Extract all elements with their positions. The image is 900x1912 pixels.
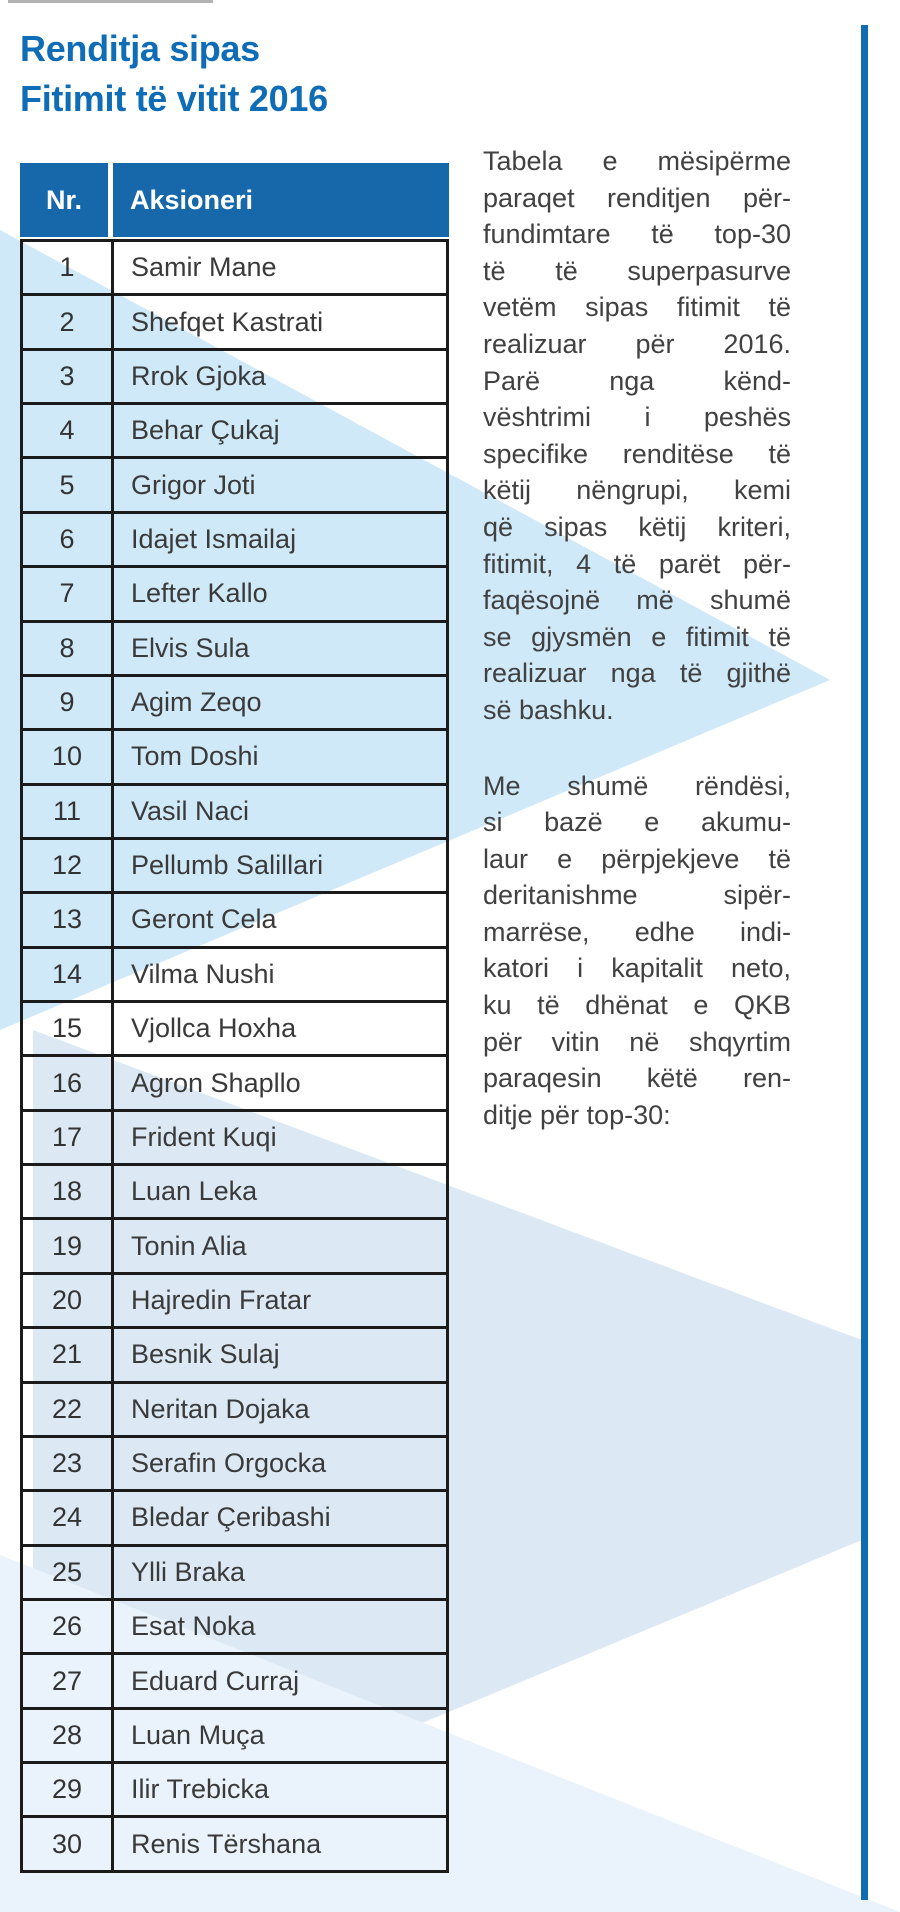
article-line: paraqesin këtë ren- — [483, 1063, 791, 1094]
cell-rank: 29 — [23, 1764, 114, 1815]
table-row — [23, 1601, 446, 1655]
article-line: së bashku. — [483, 694, 614, 725]
cell-shareholder-name: Shefqet Kastrati — [131, 306, 324, 337]
cell-rank: 20 — [23, 1275, 114, 1326]
table-row — [23, 1329, 446, 1383]
table-row — [23, 623, 446, 677]
cell-shareholder-name: Frident Kuqi — [131, 1121, 277, 1152]
cell-shareholder-name: Tonin Alia — [131, 1230, 247, 1261]
cell-shareholder-name: Agim Zeqo — [131, 687, 262, 718]
cell-shareholder-name: Elvis Sula — [131, 632, 250, 663]
table-row — [23, 1384, 446, 1438]
cell-shareholder-name: Besnik Sulaj — [131, 1339, 280, 1370]
cell-rank: 22 — [23, 1384, 114, 1435]
cell-rank: 14 — [23, 949, 114, 1000]
cell-rank: 28 — [23, 1710, 114, 1761]
article-line: për vitin në shqyrtim — [483, 1026, 791, 1057]
cell-rank: 18 — [23, 1166, 114, 1217]
article-line: vetëm sipas fitimit të — [483, 292, 791, 323]
cell-shareholder-name: Luan Leka — [131, 1176, 258, 1207]
cell-rank: 11 — [23, 786, 114, 837]
cell-shareholder-name: Vasil Naci — [131, 795, 250, 826]
table-row — [23, 351, 446, 405]
cell-shareholder-name: Pellumb Salillari — [131, 850, 324, 881]
table-row — [23, 459, 446, 513]
cell-shareholder-name: Ylli Braka — [131, 1556, 246, 1587]
cell-shareholder-name: Neritan Dojaka — [131, 1393, 310, 1424]
cell-shareholder-name: Esat Noka — [131, 1611, 256, 1642]
table-row — [23, 1275, 446, 1329]
article-line: se gjysmën e fitimit të — [483, 621, 791, 652]
cell-rank: 26 — [23, 1601, 114, 1652]
article-line: Parë nga kënd- — [483, 365, 791, 396]
cell-rank: 10 — [23, 731, 114, 782]
cell-shareholder-name: Rrok Gjoka — [131, 360, 267, 391]
cell-shareholder-name: Serafin Orgocka — [131, 1448, 327, 1479]
column-header-aksioneri: Aksioneri — [130, 184, 254, 215]
cell-shareholder-name: Agron Shapllo — [131, 1067, 301, 1098]
article-line: deritanishme sipër- — [483, 880, 791, 911]
article-line: katori i kapitalit neto, — [483, 953, 791, 984]
table-body — [20, 239, 449, 1873]
cell-rank: 16 — [23, 1057, 114, 1108]
cell-shareholder-name: Geront Cela — [131, 904, 277, 935]
cell-rank: 6 — [23, 514, 114, 565]
article-line: Tabela e mësipërme — [483, 146, 791, 176]
cell-rank: 30 — [23, 1818, 114, 1869]
cell-rank: 23 — [23, 1438, 114, 1489]
cell-rank: 25 — [23, 1547, 114, 1598]
article-line: laur e përpjekjeve të — [483, 843, 791, 874]
cell-rank: 9 — [23, 677, 114, 728]
article-line: realizuar nga të gjithë — [483, 658, 791, 689]
article-line: faqësojnë më shumë — [483, 585, 791, 616]
article-paragraph-2 — [483, 768, 791, 1134]
table-row — [23, 731, 446, 785]
cell-rank: 1 — [23, 242, 114, 293]
cell-shareholder-name: Tom Doshi — [131, 741, 259, 772]
cell-rank: 5 — [23, 459, 114, 510]
table-row — [23, 296, 446, 350]
cell-rank: 15 — [23, 1003, 114, 1054]
article-line: specifike renditëse të — [483, 438, 791, 469]
table-row — [23, 786, 446, 840]
right-divider-bar — [861, 25, 868, 1900]
cell-rank: 13 — [23, 894, 114, 945]
table-row — [23, 1818, 446, 1869]
article-line: realizuar për 2016. — [483, 328, 791, 359]
cell-rank: 4 — [23, 405, 114, 456]
cell-rank: 7 — [23, 568, 114, 619]
table-row — [23, 1710, 446, 1764]
cell-shareholder-name: Lefter Kallo — [131, 578, 268, 609]
table-row — [23, 242, 446, 296]
cell-shareholder-name: Hajredin Fratar — [131, 1285, 312, 1315]
table-row — [23, 1547, 446, 1601]
cell-shareholder-name: Bledar Çeribashi — [131, 1502, 331, 1533]
cell-rank: 21 — [23, 1329, 114, 1380]
cell-shareholder-name: Grigor Joti — [131, 469, 256, 500]
cell-shareholder-name: Eduard Curraj — [131, 1665, 300, 1696]
cell-rank: 19 — [23, 1220, 114, 1271]
table-row — [23, 1003, 446, 1057]
table-row — [23, 1166, 446, 1220]
table-row — [23, 949, 446, 1003]
cell-shareholder-name: Ilir Trebicka — [131, 1774, 270, 1805]
article-line: paraqet renditjen për- — [483, 182, 791, 213]
table-row — [23, 1057, 446, 1111]
column-header-nr: Nr. — [20, 163, 113, 237]
cell-shareholder-name: Renis Tërshana — [131, 1828, 322, 1859]
table-row — [23, 840, 446, 894]
cell-shareholder-name: Samir Mane — [131, 252, 277, 283]
page-title-line1: Renditja sipas — [20, 28, 260, 69]
table-row — [23, 894, 446, 948]
page-title-line2: Fitimit të vitit 2016 — [20, 78, 328, 119]
table-row — [23, 405, 446, 459]
article-line: si bazë e akumu- — [483, 807, 791, 838]
article-line: ku të dhënat e QKB — [483, 990, 791, 1021]
table-row — [23, 677, 446, 731]
article-line: që sipas këtij kriteri, — [483, 511, 791, 542]
table-row — [23, 514, 446, 568]
cell-rank: 8 — [23, 623, 114, 674]
cell-rank: 27 — [23, 1655, 114, 1706]
cell-shareholder-name: Luan Muça — [131, 1719, 265, 1750]
table-row — [23, 1492, 446, 1546]
table-row — [23, 568, 446, 622]
top-edge-line — [8, 0, 213, 3]
article-line: fundimtare të top-30 — [483, 219, 791, 250]
article-line: Me shumë rëndësi, — [483, 770, 791, 801]
article-text — [483, 143, 791, 1133]
article-line: fitimit, 4 të parët për- — [483, 548, 791, 579]
article-paragraph-1 — [483, 143, 791, 729]
table-row — [23, 1438, 446, 1492]
cell-shareholder-name: Vjollca Hoxha — [131, 1013, 297, 1044]
cell-shareholder-name: Vilma Nushi — [131, 958, 275, 989]
ranking-table — [20, 163, 449, 1873]
page-title — [20, 24, 328, 124]
cell-rank: 17 — [23, 1112, 114, 1163]
article-line: këtij nëngrupi, kemi — [483, 475, 791, 506]
cell-rank: 3 — [23, 351, 114, 402]
cell-shareholder-name: Behar Çukaj — [131, 415, 280, 446]
table-row — [23, 1764, 446, 1818]
cell-shareholder-name: Idajet Ismailaj — [131, 523, 297, 554]
table-row — [23, 1112, 446, 1166]
cell-rank: 2 — [23, 296, 114, 347]
table-row — [23, 1655, 446, 1709]
article-line: vështrimi i peshës — [483, 402, 791, 433]
table-header-row — [20, 163, 449, 237]
table-row — [23, 1220, 446, 1274]
article-line: marrëse, edhe indi- — [483, 916, 791, 947]
article-line: të të superpasurve — [483, 255, 791, 286]
cell-rank: 24 — [23, 1492, 114, 1543]
cell-rank: 12 — [23, 840, 114, 891]
article-line: ditje për top-30: — [483, 1099, 671, 1130]
